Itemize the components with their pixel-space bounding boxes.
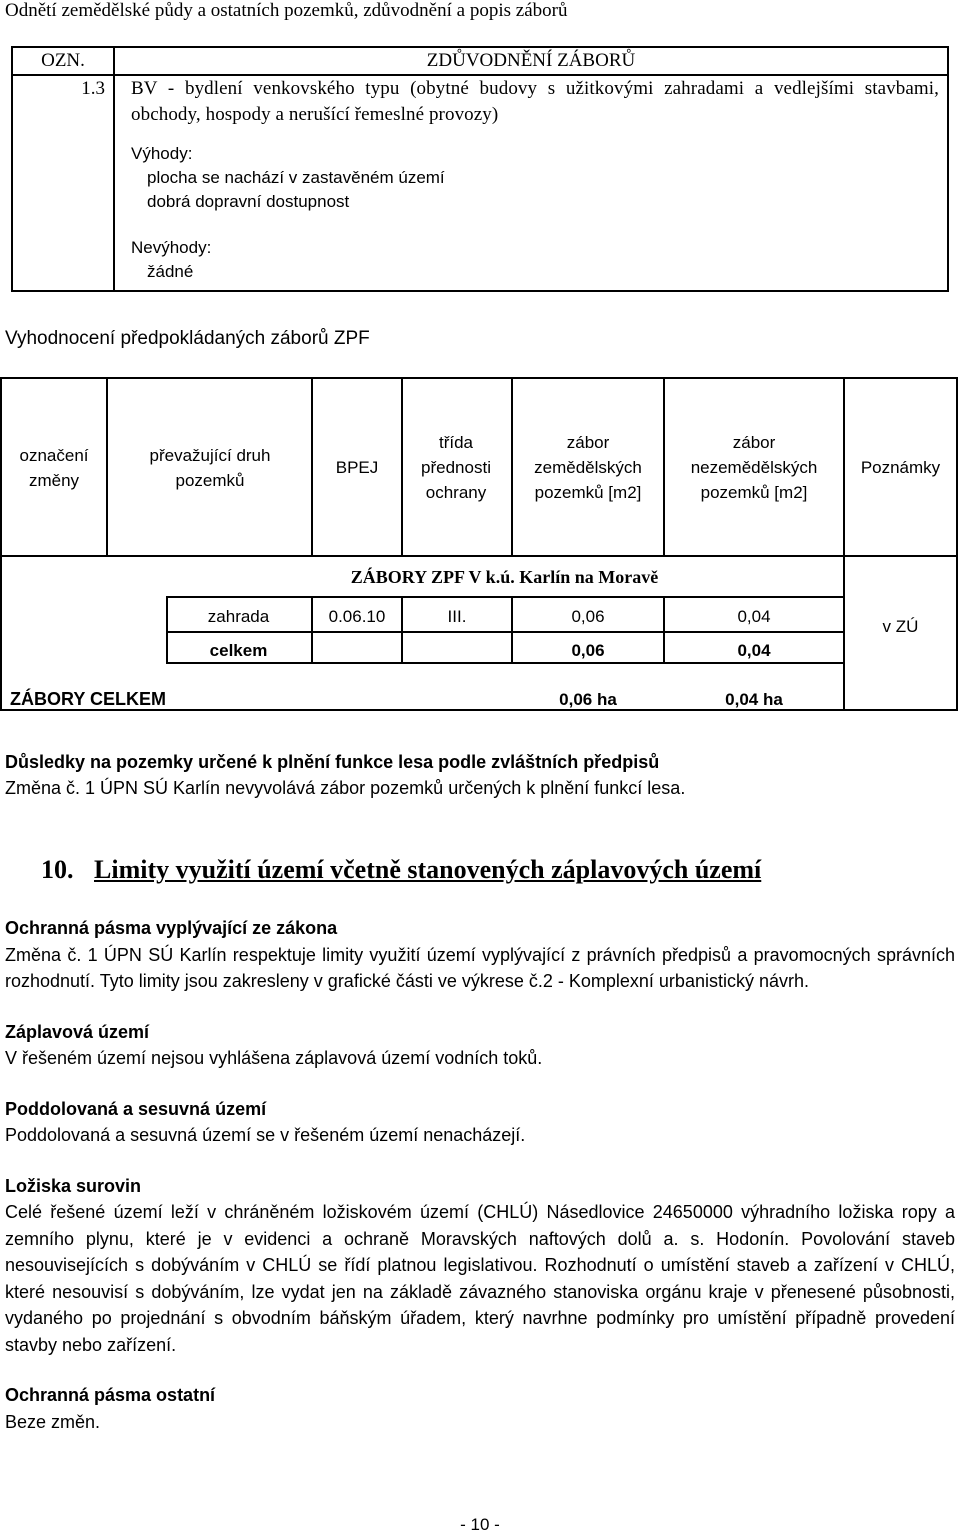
row-zabor-nezem: 0,04 <box>737 607 771 626</box>
section10-number: 10. <box>41 855 74 884</box>
subsection-text: Změna č. 1 ÚPN SÚ Karlín respektuje limity využití území vyplývající z právních předpisů a pravomocných správních rozhodnutí. Tyto limity jsou zakresleny v grafické části ve výkrese č.2 - Komplexní urbanistický návrh. <box>5 944 955 991</box>
subsection-title: Poddolovaná a sesuvná území <box>5 1098 267 1119</box>
header-trida-ochrany: třída přednosti ochrany <box>421 433 491 502</box>
forest-title: Důsledky na pozemky určené k plnění funkce lesa podle zvláštních předpisů <box>5 752 660 772</box>
total-nezem: 0,04 ha <box>725 690 783 709</box>
subsection-title: Ochranná pásma vyplývající ze zákona <box>5 918 338 938</box>
page-number: - 10 - <box>460 1515 500 1534</box>
row-zabor-zem: 0,06 <box>571 607 605 626</box>
disadvantages-label: Nevýhody: <box>131 238 212 257</box>
advantage-item: plocha se nachází v zastavěném území <box>147 168 445 187</box>
disadvantage-item: žádné <box>147 262 194 281</box>
header-druh-pozemku: převažující druh pozemků <box>149 446 271 490</box>
advantage-item: dobrá dopravní dostupnost <box>147 192 350 211</box>
header-zabor-nezemedelskych: zábor nezemědělských pozemků [m2] <box>690 433 818 502</box>
subsection-text: Beze změn. <box>5 1411 101 1432</box>
subsection-text: V řešeném území nejsou vyhlášena záplavová území vodních toků. <box>5 1048 543 1068</box>
header-oznaceni-zmeny: označení změny <box>19 446 89 490</box>
subtotal-nezem: 0,04 <box>737 641 771 660</box>
header-zabor-zemedelskych: zábor zemědělských pozemků [m2] <box>534 433 642 502</box>
row-druh: zahrada <box>207 607 270 626</box>
table1-col1-header: OZN. <box>12 47 114 75</box>
section10-heading <box>41 853 941 887</box>
justification-table <box>11 46 949 292</box>
total-label: ZÁBORY CELKEM <box>10 689 167 709</box>
subsection-text: Celé řešené území leží v chráněném ložiskovém území (CHLÚ) Násedlovice 24650000 výhradního ložiska ropy a zemního plynu, které je v evidenci a ochraně Moravských naftových dolů a. s. Hodonín. Povolování staveb nesouvisejících s dobýváním v CHLÚ se řídí platnou legislativou. Rozhodnutí o umístění staveb a zařízení v CHLÚ, které nesouvisí s dobýváním, lze vydat jen na základě závazného stanoviska orgánu kraje v přenesené působnosti, vydaného po projednání s obvodním báňským úřadem, který navrhne podmínky pro umístění případně provedení stavby nebo zařízení. <box>5 1202 955 1355</box>
subsections <box>5 915 955 1435</box>
table1-row-content <box>114 75 948 291</box>
subsection-title: Záplavová území <box>5 1021 150 1042</box>
subsection-title: Ložiska surovin <box>5 1175 142 1196</box>
advantages-label: Výhody: <box>131 144 193 163</box>
row-trida: III. <box>447 607 467 626</box>
zpf-table <box>0 377 958 711</box>
forest-text: Změna č. 1 ÚPN SÚ Karlín nevyvolává zábor pozemků určených k plnění funkcí lesa. <box>5 778 686 798</box>
row-bpej: 0.06.10 <box>328 607 386 626</box>
row-title: BV - bydlení venkovského typu (obytné budovy s užitkovými zahradami a vedlejšími stavbami, obchody, hospody a nerušící řemeslné provozy) <box>131 78 939 125</box>
header-poznamky: Poznámky <box>860 458 941 477</box>
total-zem: 0,06 ha <box>559 690 617 709</box>
subtotal-zem: 0,06 <box>571 641 605 660</box>
header-bpej: BPEJ <box>335 458 379 477</box>
zpf-heading: Vyhodnocení předpokládaných záborů ZPF <box>5 328 370 349</box>
section10-title: Limity využití území včetně stanovených záplavových území <box>94 855 762 884</box>
page-heading: Odnětí zemědělské půdy a ostatních pozemků, zdůvodnění a popis záborů <box>5 0 568 21</box>
table1-col2-header: ZDŮVODNĚNÍ ZÁBORŮ <box>114 47 948 75</box>
subtotal-label: celkem <box>209 641 268 660</box>
note-v-zu: v ZÚ <box>882 617 919 636</box>
zpf-section-title: ZÁBORY ZPF V k.ú. Karlín na Moravě <box>350 567 659 587</box>
subsection-text: Poddolovaná a sesuvná území se v řešeném území nenacházejí. <box>5 1125 526 1145</box>
table1-row-id: 1.3 <box>12 75 114 291</box>
subsection-title: Ochranná pásma ostatní <box>5 1385 216 1405</box>
